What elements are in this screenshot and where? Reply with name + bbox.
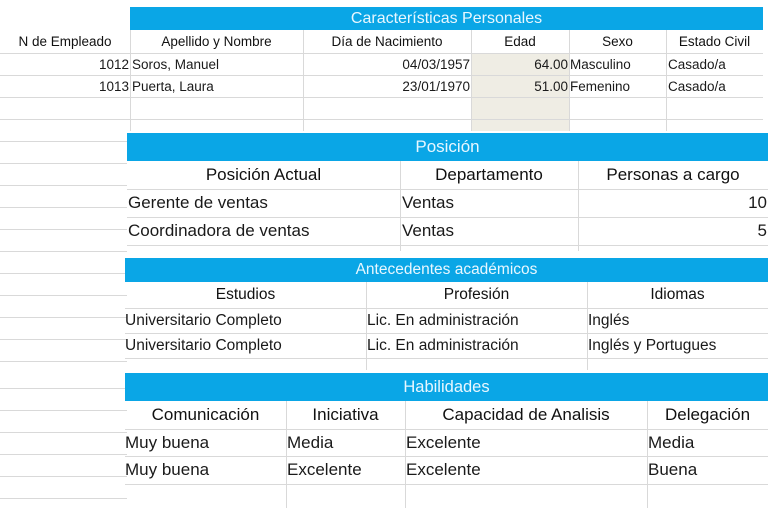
academic-section-title: Antecedentes académicos <box>355 261 538 278</box>
skills-section-header <box>125 373 768 401</box>
marital-status-cell[interactable]: Casado/a <box>668 78 726 94</box>
birth-date-cell[interactable]: 04/03/1957 <box>402 56 470 72</box>
studies-cell[interactable]: Universitario Completo <box>125 336 282 354</box>
direct-reports-cell[interactable]: 5 <box>757 221 767 240</box>
column-header-employee-number[interactable]: N de Empleado <box>18 34 112 49</box>
column-header-marital-status[interactable]: Estado Civil <box>678 34 751 49</box>
skills-section-title: Habilidades <box>403 377 490 396</box>
current-position-cell[interactable]: Coordinadora de ventas <box>128 221 310 240</box>
position-section-title: Posición <box>415 137 480 156</box>
column-header-birth-date[interactable]: Día de Nacimiento <box>331 34 443 49</box>
column-header-delegation[interactable]: Delegación <box>664 405 751 424</box>
name-cell[interactable]: Soros, Manuel <box>132 56 220 72</box>
position-section-header <box>127 133 768 161</box>
sex-cell[interactable]: Femenino <box>570 78 631 94</box>
column-header-initiative[interactable]: Iniciativa <box>312 405 379 424</box>
personal-section-title: Características Personales <box>350 9 543 27</box>
birth-date-cell[interactable]: 23/01/1970 <box>402 78 470 94</box>
delegation-cell[interactable]: Media <box>648 432 695 452</box>
department-cell[interactable]: Ventas <box>402 193 454 212</box>
analytical-ability-cell[interactable]: Excelente <box>406 432 481 452</box>
profession-cell[interactable]: Lic. En administración <box>367 336 519 354</box>
department-cell[interactable]: Ventas <box>402 221 454 240</box>
employee-number-cell[interactable]: 1012 <box>98 56 129 72</box>
name-cell[interactable]: Puerta, Laura <box>132 78 214 94</box>
column-header-studies[interactable]: Estudios <box>215 286 276 303</box>
delegation-cell[interactable]: Buena <box>648 460 698 479</box>
column-header-current-position[interactable]: Posición Actual <box>205 165 322 184</box>
column-header-communication[interactable]: Comunicación <box>151 405 260 424</box>
profession-cell[interactable]: Lic. En administración <box>367 311 519 329</box>
current-position-cell[interactable]: Gerente de ventas <box>128 193 268 212</box>
age-cell[interactable]: 51.00 <box>534 78 568 94</box>
personal-section-header <box>130 7 763 30</box>
column-header-direct-reports[interactable]: Personas a cargo <box>606 165 740 184</box>
column-header-sex[interactable]: Sexo <box>602 34 633 49</box>
column-header-languages[interactable]: Idiomas <box>650 286 705 303</box>
direct-reports-cell[interactable]: 10 <box>748 193 767 212</box>
languages-cell[interactable]: Inglés <box>588 311 630 329</box>
column-header-name[interactable]: Apellido y Nombre <box>161 34 272 49</box>
analytical-ability-cell[interactable]: Excelente <box>406 460 481 479</box>
studies-cell[interactable]: Universitario Completo <box>125 311 282 329</box>
column-header-department[interactable]: Departamento <box>435 165 543 184</box>
employee-number-cell[interactable]: 1013 <box>98 78 129 94</box>
marital-status-cell[interactable]: Casado/a <box>668 56 726 72</box>
age-cell[interactable]: 64.00 <box>534 56 568 72</box>
column-header-age[interactable]: Edad <box>504 34 536 49</box>
communication-cell[interactable]: Muy buena <box>125 432 210 452</box>
communication-cell[interactable]: Muy buena <box>125 460 210 479</box>
column-header-profession[interactable]: Profesión <box>443 286 510 303</box>
initiative-cell[interactable]: Media <box>287 432 334 452</box>
academic-section-header <box>125 258 768 282</box>
languages-cell[interactable]: Inglés y Portugues <box>588 336 717 354</box>
initiative-cell[interactable]: Excelente <box>287 460 362 479</box>
column-header-analytical-ability[interactable]: Capacidad de Analisis <box>442 405 610 424</box>
sex-cell[interactable]: Masculino <box>570 56 631 72</box>
